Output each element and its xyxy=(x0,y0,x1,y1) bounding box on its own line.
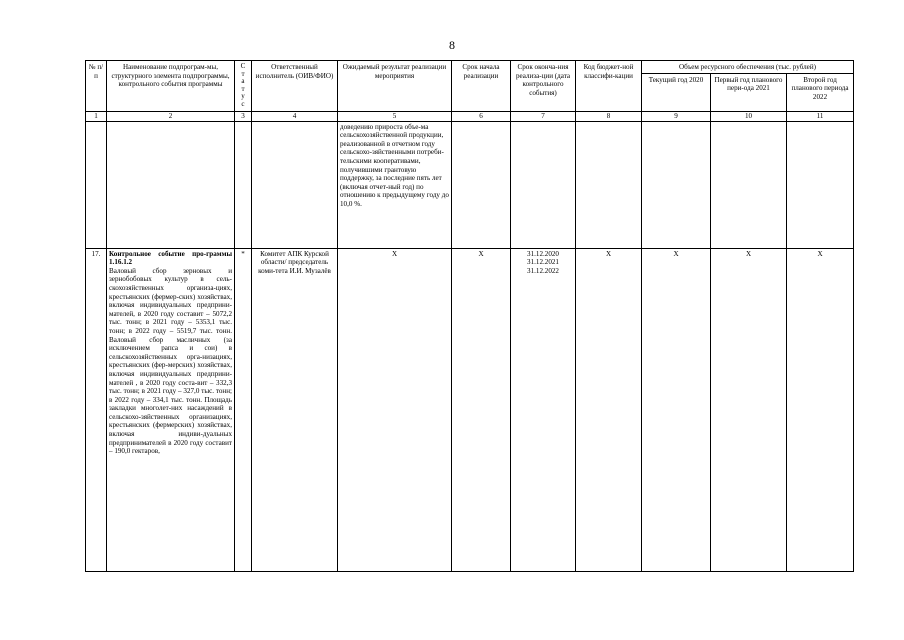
year-2021-cell: Х xyxy=(711,248,787,571)
table-row-17 xyxy=(86,248,854,571)
page-number: 8 xyxy=(449,38,455,52)
header-resources: Объем ресурсного обеспечения (тыс. рублей) xyxy=(642,61,854,74)
result-cell: Х xyxy=(338,248,452,571)
column-number: 10 xyxy=(711,111,787,121)
executor-cell: Комитет АПК Курской области/ председатель коми-тета И.И. Музалёв xyxy=(252,248,338,571)
column-number: 4 xyxy=(252,111,338,121)
column-number: 5 xyxy=(338,111,452,121)
name-cell xyxy=(107,248,235,571)
header-end: Срок оконча-ния реализа-ции (дата контрольного события) xyxy=(511,61,576,112)
end-date: 31.12.2021 xyxy=(527,258,559,267)
program-table xyxy=(85,60,854,572)
header-row xyxy=(86,61,854,74)
column-number: 2 xyxy=(107,111,235,121)
column-number: 1 xyxy=(86,111,107,121)
header-start: Срок начала реализации xyxy=(452,61,511,112)
column-number: 6 xyxy=(452,111,511,121)
column-number: 8 xyxy=(576,111,642,121)
column-number: 7 xyxy=(511,111,576,121)
header-year-second: Второй год планового периода 2022 xyxy=(787,73,854,111)
year-2020-cell: Х xyxy=(642,248,711,571)
header-executor: Ответственный исполнитель (ОИВ/ФИО) xyxy=(252,61,338,112)
year-2022-cell: Х xyxy=(787,248,854,571)
header-year-current: Текущий год 2020 xyxy=(642,73,711,111)
status-cell: * xyxy=(235,248,252,571)
column-number: 9 xyxy=(642,111,711,121)
header-no: № п/п xyxy=(86,61,107,112)
row-number: 17. xyxy=(86,248,107,571)
column-number: 3 xyxy=(235,111,252,121)
budget-code-cell: Х xyxy=(576,248,642,571)
header-year-first: Первый год планового пери-ода 2021 xyxy=(711,73,787,111)
column-numbers-row xyxy=(86,111,854,121)
result-cell: доведению прироста объе-ма сельскохозяйственной продукции, реализованной в отчетном году сельскохо-зяйственными потреби-тельскими кооперативами, получившими грантовую поддержку, за последние пять лет (включая отчет-ный год) по отношению к предыдущему году до 10,0 %. xyxy=(338,121,452,248)
header-name: Наименование подпрограм-мы, структурного элемента подпрограммы, контрольного события программы xyxy=(107,61,235,112)
header-budget-code: Код бюджет-ной классифи-кации xyxy=(576,61,642,112)
header-status: С т а т у с xyxy=(235,61,252,112)
end-date: 31.12.2022 xyxy=(527,266,559,275)
start-cell: Х xyxy=(452,248,511,571)
control-event-description: Валовый сбор зерновых и зернобобовых культур в сель-скохозяйственных организа-циях, крестьянских (фермер-ских) хозяйствах, включая индивидуальных предприни-мателей, в 2020 году составит – 5072,2 тыс. тонн; в 2021 году – 5353,1 тыс. тонн; в 2022 году – 5519,7 тыс. тонн. Валовый сбор масличных (за исключением рапса и сои) в сельскохозяйственных орга-низациях, крестьянских (фер-мерских) хозяйствах, включая индивидуальных предприни-мателей , в 2020 году соста-вит – 332,3 тыс. тонн; в 2021 году – 327,0 тыс. тонн; в 2022 году – 334,1 тыс. тонн. Площадь закладки многолет-них насаждений в сельскохо-зяйственных организациях, крестьянских (фермерских) хозяйствах, включая индиви-дуальных предпринимателей в 2020 году составит – 190,0 гектаров, xyxy=(109,266,232,456)
control-event-title: Контрольное событие про-граммы 1.16.1.2 xyxy=(109,249,232,267)
column-number: 11 xyxy=(787,111,854,121)
table-row-continued xyxy=(86,121,854,248)
end-dates-cell xyxy=(511,248,576,571)
end-date: 31.12.2020 xyxy=(527,249,559,258)
header-result: Ожидаемый результат реализации мероприятия xyxy=(338,61,452,112)
